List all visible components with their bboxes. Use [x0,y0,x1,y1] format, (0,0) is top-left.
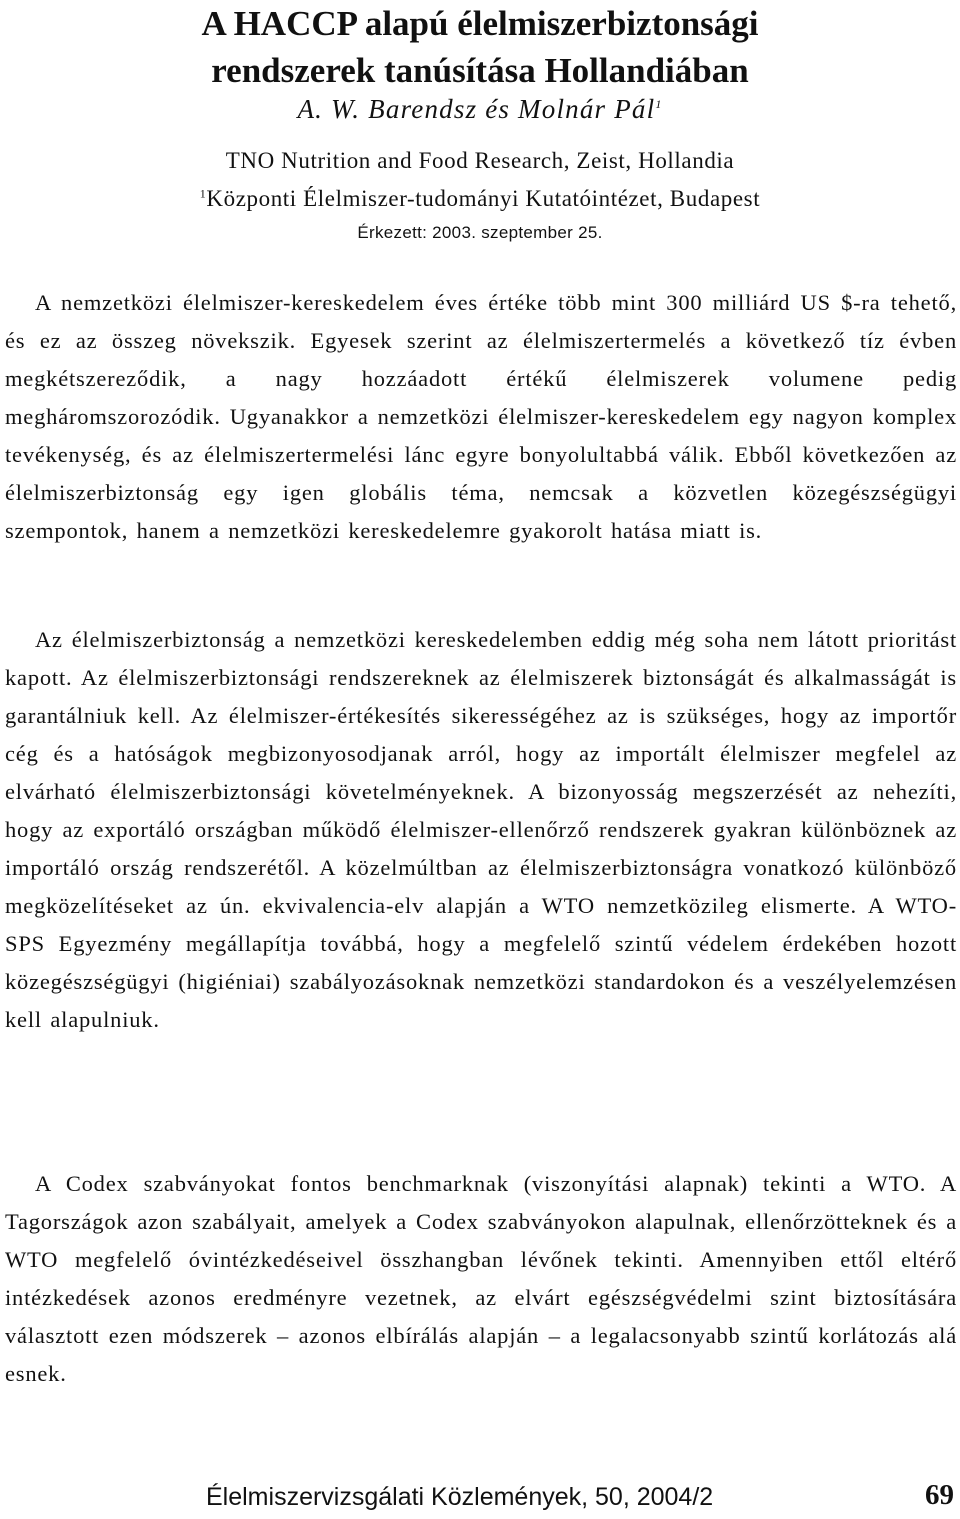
affiliation-2 [0,184,960,214]
page-number: 69 [925,1479,954,1511]
body-paragraph-3: A Codex szabványokat fontos benchmarknak (viszonyítási alapnak) tekinti a WTO. A Tagországok azon szabályait, amelyek a Codex szabványokon alapulnak, ellenőrzötteknek és a WTO megfelelő óvintézkedéseivel összhangban lévőnek tekinti. Amennyiben ettől eltérő intézkedések azonos eredményre vezetnek, az elvárt egészségvédelmi szint biztosítására választott ezen módszerek – azonos elbírálás alapján – a legalacsonyabb szintű korlátozás alá esnek. [5,1171,957,1386]
affiliation-2-marker: 1 [199,186,207,201]
body-paragraph-2: Az élelmiszerbiztonság a nemzetközi kereskedelemben eddig még soha nem látott prioritást kapott. Az élelmiszerbiztonsági rendszereknek az élelmiszerek biztonságát és alkalmasságát is garantálniuk kell. Az élelmiszer-értékesítés sikerességéhez az is szükséges, hogy az importőr cég és a hatóságok megbizonyosodjanak arról, hogy az importált élelmiszer megfelel az elvárható élelmiszerbiztonsági követelményeknek. A bizonyosság megszerzését az nehezíti, hogy az exportáló országban működő élelmiszer-ellenőrző rendszerek gyakran különböznek az importáló ország rendszerétől. A közelmúltban az élelmiszerbiztonságra vonatkozó különböző megközelítéseket az ún. ekvivalencia-elv alapján a WTO nemzetközileg elismerte. A WTO-SPS Egyezmény megállapítja továbbá, hogy a megfelelő szintű védelem érdekében hozott közegészségügyi (higiéniai) szabályozásoknak nemzetközi standardokon és a veszélyelemzésen kell alapulniuk. [5,627,957,1032]
journal-citation: Élelmiszervizsgálati Közlemények, 50, 2004/2 [206,1483,714,1511]
page-footer [0,1480,960,1516]
received-date: Érkezett: 2003. szeptember 25. [357,223,603,242]
affiliation-1: TNO Nutrition and Food Research, Zeist, Hollandia [225,148,735,173]
title-line-2: rendszerek tanúsítása Hollandiában [211,51,749,90]
body-paragraph-1: A nemzetközi élelmiszer-kereskedelem éves értéke több mint 300 milliárd US $-ra tehető, és ez az összeg növekszik. Egyesek szerint az élelmiszertermelés a következő tíz évben megkétszereződik, a nagy hozzáadott értékű élelmiszerek volumene pedig megháromszorozódik. Ugyanakkor a nemzetközi élelmiszer-kereskedelem egy nagyon komplex tevékenység, és az élelmiszertermelési lánc egyre bonyolultabbá válik. Ebből következően az élelmiszerbiztonság egy igen globális téma, nemcsak a közvetlen közegészségügyi szempontok, hanem a nemzetközi kereskedelemre gyakorolt hatása miatt is. [5,290,957,543]
authors-affiliation-marker: 1 [655,97,663,111]
author-line [0,92,960,126]
authors-text: A. W. Barendsz és Molnár Pál [297,94,656,124]
body-paragraph-1-block [5,284,957,550]
body-paragraph-3-block [5,1165,957,1393]
title-line-1: A HACCP alapú élelmiszerbiztonsági [201,4,759,43]
affiliation-2-text: Központi Élelmiszer-tudományi Kutatóintézet, Budapest [206,186,761,211]
body-paragraph-2-block [5,621,957,1039]
article-title [0,0,960,94]
